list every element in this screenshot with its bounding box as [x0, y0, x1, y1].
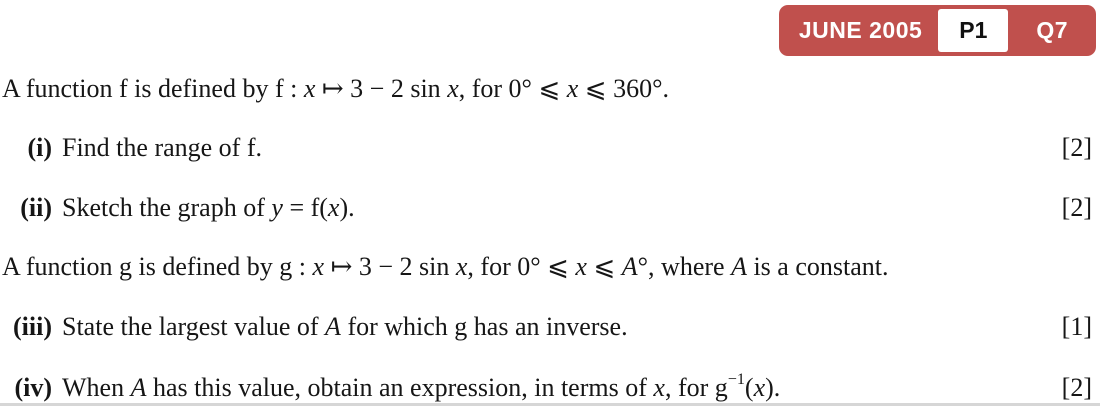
part-iii-label: (iii): [13, 312, 52, 341]
part-row-ii: [0, 191, 1100, 225]
part-i-marks: [2]: [1061, 133, 1092, 162]
badge-question-label: Q7: [1036, 17, 1068, 43]
part-ii-label: (ii): [20, 193, 52, 222]
intro-g-text: A function g is defined by g : x ↦ 3 − 2 sin x, for 0° ⩽ x ⩽ A°, where A is a constant.: [2, 252, 889, 281]
part-iv-text: When A has this value, obtain an expression, in terms of x, for $g^{-1}(x)$.: [62, 370, 781, 402]
part-iii-marks: [1]: [1061, 312, 1092, 341]
part-ii-text: Sketch the graph of y = f(x).: [62, 193, 355, 222]
badge-session-label: JUNE 2005: [798, 17, 923, 43]
part-row-iii: [0, 310, 1100, 344]
part-i-label: (i): [27, 133, 52, 162]
badge-paper-label: P1: [938, 9, 1008, 52]
part-row-i: [0, 131, 1100, 165]
intro-line-f: [0, 72, 1100, 106]
intro-f-text: A function f is defined by f : x ↦ 3 − 2 sin x, for 0° ⩽ x ⩽ 360°.: [2, 74, 669, 103]
part-iv-label: (iv): [14, 373, 52, 402]
part-iii-text: State the largest value of A for which g has an inverse.: [62, 312, 628, 341]
paper-badge: [779, 5, 1096, 56]
part-i-text: Find the range of f.: [62, 133, 263, 162]
part-iv-marks: [2]: [1061, 373, 1092, 402]
intro-line-g: [0, 250, 1100, 284]
part-row-iv: [0, 371, 1100, 405]
part-ii-marks: [2]: [1061, 193, 1092, 222]
